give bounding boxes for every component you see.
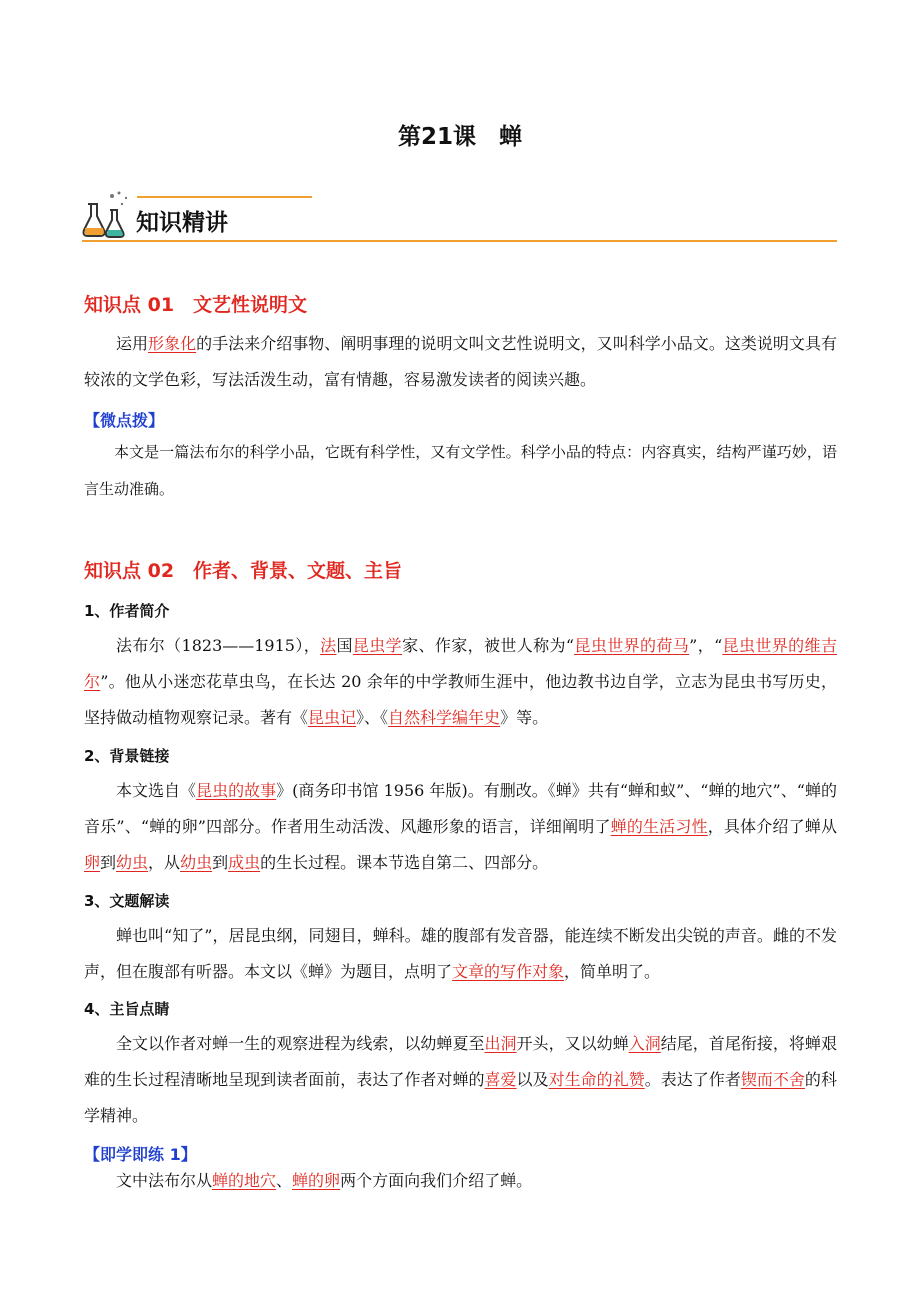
highlight: 昆虫的故事 <box>196 781 277 800</box>
text: 文中法布尔从 <box>116 1171 213 1190</box>
kp1-heading: 知识点 01 文艺性说明文 <box>84 294 308 316</box>
text: ，简单明了。 <box>564 962 661 981</box>
exercise-label: 【即学即练 1】 <box>84 1145 197 1164</box>
s1-title: 1、作者简介 <box>84 602 170 620</box>
text: 、 <box>276 1171 293 1190</box>
text: 》、《 <box>356 708 389 727</box>
tip-label: 【微点拨】 <box>84 411 165 430</box>
highlight: 自然科学编年史 <box>388 708 501 727</box>
highlight: 昆虫学 <box>352 636 403 655</box>
highlight: 卵 <box>84 853 101 872</box>
text: 的科学精神。 <box>84 1070 837 1125</box>
highlight: 昆虫世界的荷马 <box>574 636 690 655</box>
highlight: 形象化 <box>148 334 197 353</box>
text: 的手法来介绍事物、阐明事理的说明文叫文艺性说明文，又叫科学小品文。这类说明文具有较浓的文学色彩，写法活泼生动，富有情趣，容易激发读者的阅读兴趣。 <box>84 334 837 389</box>
text: 以及 <box>516 1070 549 1089</box>
s1-paragraph <box>84 628 837 736</box>
highlight: 昆虫记 <box>308 708 357 727</box>
text: 本文选自《 <box>116 781 197 800</box>
text: 的生长过程。课本节选自第二、四部分。 <box>260 853 549 872</box>
text: 到 <box>212 853 229 872</box>
text: 结尾，首尾衔接，将蝉艰难的生长过程清晰地呈现到读者面前，表达了作者对蝉的 <box>84 1034 837 1089</box>
highlight: 蝉的卵 <box>292 1171 341 1190</box>
text: ，具体介绍了蝉从 <box>707 817 837 836</box>
highlight: 蝉的地穴 <box>212 1171 277 1190</box>
highlight: 昆虫世界的维吉尔 <box>84 636 837 691</box>
text: 。表达了作者 <box>644 1070 741 1089</box>
highlight: 锲而不舍 <box>740 1070 805 1089</box>
tip-paragraph: 本文是一篇法布尔的科学小品，它既有科学性，又有文学性。科学小品的特点：内容真实，结构严谨巧妙，语言生动准确。 <box>84 443 837 498</box>
highlight: 入洞 <box>628 1034 661 1053</box>
text: 运用 <box>116 334 149 353</box>
text: 两个方面向我们介绍了蝉。 <box>340 1171 533 1190</box>
s2-title: 2、背景链接 <box>84 747 170 765</box>
s4-title: 4、主旨点睛 <box>84 1000 170 1018</box>
banner-label: 知识精讲 <box>136 210 228 236</box>
text: 开头，又以幼蝉 <box>516 1034 629 1053</box>
highlight: 幼虫 <box>116 853 149 872</box>
text: 全文以作者对蝉一生的观察进程为线索，以幼蝉夏至 <box>116 1034 485 1053</box>
banner-top-rule <box>137 196 312 198</box>
highlight: 出洞 <box>484 1034 517 1053</box>
text: 到 <box>100 853 117 872</box>
highlight: 法 <box>320 636 337 655</box>
text: 家、作家，被世人称为“ <box>402 636 575 655</box>
kp2-heading: 知识点 02 作者、背景、文题、主旨 <box>84 560 403 582</box>
highlight: 对生命的礼赞 <box>548 1070 645 1089</box>
text: ，从 <box>148 853 181 872</box>
text: 》等。 <box>500 708 549 727</box>
text: 蝉也叫“知了”，居昆虫纲，同翅目，蝉科。雄的腹部有发音器，能连续不断发出尖锐的声音。雌的不发声，但在腹部有听器。本文以《蝉》为题目，点明了 <box>84 926 837 981</box>
text: 》(商务印书馆 1956 年版)。有删改。《蝉》共有“蝉和蚁”、“蝉的地穴”、“蝉的音乐”、“蝉的卵”四部分。作者用生动活泼、风趣形象的语言，详细阐明了 <box>84 781 837 836</box>
s4-paragraph <box>84 1026 837 1134</box>
s3-paragraph <box>84 918 837 990</box>
flask-icon <box>82 190 132 242</box>
highlight: 蝉的生活习性 <box>610 817 708 836</box>
highlight: 成虫 <box>228 853 261 872</box>
text: 国 <box>336 636 353 655</box>
s2-paragraph <box>84 773 837 881</box>
highlight: 喜爱 <box>484 1070 517 1089</box>
highlight: 文章的写作对象 <box>452 962 565 981</box>
exercise-paragraph <box>84 1163 837 1199</box>
kp1-paragraph <box>84 326 837 398</box>
text: 法布尔（1823——1915）， <box>116 636 321 655</box>
page-title: 第21课 蝉 <box>397 124 522 150</box>
banner-rule <box>82 240 837 242</box>
text: ”，“ <box>689 636 723 655</box>
highlight: 幼虫 <box>180 853 213 872</box>
text: ”。他从小迷恋花草虫鸟，在长达 20 余年的中学教师生涯中，他边教书边自学，立志为昆虫书写历史，坚持做动植物观察记录。著有《 <box>84 672 837 727</box>
s3-title: 3、文题解读 <box>84 892 170 910</box>
section-banner <box>82 190 837 242</box>
